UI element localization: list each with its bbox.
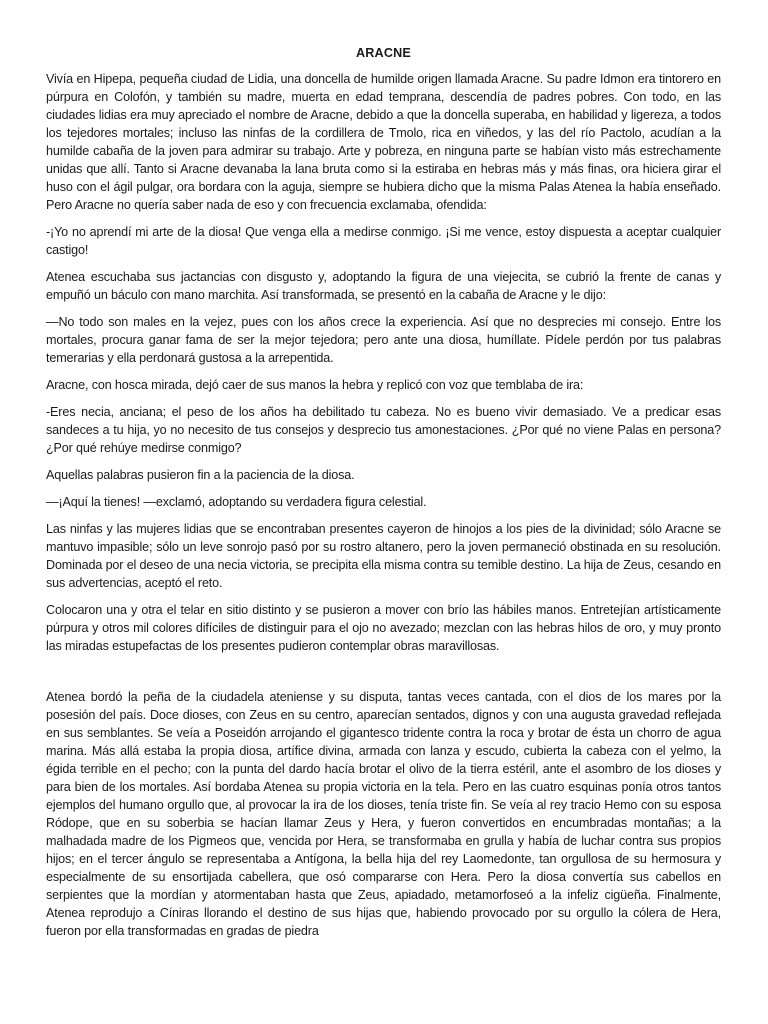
paragraph-10: Colocaron una y otra el telar en sitio distinto y se pusieron a mover con brío las hábiles manos. Entretejían artísticamente púrpura y otros mil colores difíciles de distinguir para el ojo no avezado; mezclan con las hebras hilos de oro, y muy pronto las miradas estupefactas de los presentes pudieron contemplar obras maravillosas. [46, 603, 721, 653]
paragraph-11: Atenea bordó la peña de la ciudadela ateniense y su disputa, tantas veces cantada, con el dios de los mares por la posesión del país. Doce dioses, con Zeus en su centro, aparecían sentados, dignos y con una augusta gravedad reflejada en sus semblantes. Se veía a Poseidón arrojando el gigantesco tridente contra la roca y brotar de ésta un chorro de agua marina. Más allá estaba la propia diosa, artífice divina, armada con lanza y escudo, cubierta la cabeza con el yelmo, la égida terrible en el pecho; con la punta del dardo hacía brotar el olivo de la tierra estéril, ante el asombro de los dioses y para bien de los mortales. Así bordaba Atenea su propia victoria en la tela. Pero en las cuatro esquinas ponía otros tantos ejemplos del humano orgullo que, al provocar la ira de los dioses, tenía triste fin. Se veía al rey tracio Hemo con su esposa Ródope, que en su soberbia se hacían llamar Zeus y Hera, y fueron convertidos en encumbradas montañas; a la malhadada madre de los Pigmeos que, vencida por Hera, se transformaba en grulla y había de luchar contra sus propios hijos; en el tercer ángulo se representaba a Antígona, la bella hija del rey Laomedonte, tan orgullosa de su hermosura y especialmente de su ensortijada cabellera, que osó compararse con Hera. Pero la diosa convertía sus cabellos en serpientes que la mordían y atormentaban hasta que Zeus, apiadado, metamorfoseó a la infeliz cigüeña. Finalmente, Atenea reprodujo a Cíniras llorando el destino de sus hijas que, habiendo provocado por su orgullo la cólera de Hera, fueron por ella transformadas en gradas de piedra [46, 690, 721, 938]
paragraph-5: Aracne, con hosca mirada, dejó caer de sus manos la hebra y replicó con voz que temblaba de ira: [46, 378, 584, 392]
paragraph-7: Aquellas palabras pusieron fin a la paciencia de la diosa. [46, 468, 355, 482]
paragraph-2: -¡Yo no aprendí mi arte de la diosa! Que venga ella a medirse conmigo. ¡Si me vence, estoy dispuesta a aceptar cualquier castigo! [46, 225, 721, 257]
document-title: ARACNE [355, 46, 412, 60]
paragraph-1: Vivía en Hipepa, pequeña ciudad de Lidia, una doncella de humilde origen llamada Aracne. Su padre Idmon era tintorero en púrpura en Colofón, y también su madre, muerta en edad temprana, descendía de padres pobres. Con todo, en las ciudades lidias era muy apreciado el nombre de Aracne, debido a que la doncella superaba, en habilidad y ligereza, a todos los tejedores mortales; incluso las ninfas de la cordillera de Tmolo, rica en viñedos, y las del río Pactolo, acudían a la humilde cabaña de la joven para admirar su trabajo. Arte y pobreza, en ninguna parte se habían visto más estrechamente unidas que allí. Tanto si Aracne devanaba la lana bruta como si la estiraba en hebras más y más finas, ora hiciera girar el huso con el ágil pulgar, ora bordara con la aguja, siempre se hubiera dicho que la misma Palas Atenea la había enseñado. Pero Aracne no quería saber nada de eso y con frecuencia exclamaba, ofendida: [46, 72, 721, 212]
document-page [46, 44, 721, 949]
section-gap [46, 664, 721, 688]
paragraph-6: -Eres necia, anciana; el peso de los años ha debilitado tu cabeza. No es bueno vivir demasiado. Ve a predicar esas sandeces a tu hija, yo no necesito de tus consejos y desprecio tus amonestaciones. ¿Por qué no viene Palas en persona? ¿Por qué rehúye medirse conmigo? [46, 405, 721, 455]
paragraph-3: Atenea escuchaba sus jactancias con disgusto y, adoptando la figura de una viejecita, se cubrió la frente de canas y empuñó un báculo con mano marchita. Así transformada, se presentó en la cabaña de Aracne y le dijo: [46, 270, 721, 302]
paragraph-4: —No todo son males en la vejez, pues con los años crece la experiencia. Así que no desprecies mi consejo. Entre los mortales, procura ganar fama de ser la mejor tejedora; pero ante una diosa, humíllate. Pídele perdón por tus palabras temerarias y ella perdonará gustosa a la arrepentida. [46, 315, 721, 365]
paragraph-8: —¡Aquí la tienes! —exclamó, adoptando su verdadera figura celestial. [46, 495, 427, 509]
paragraph-9: Las ninfas y las mujeres lidias que se encontraban presentes cayeron de hinojos a los pies de la divinidad; sólo Aracne se mantuvo impasible; sólo un leve sonrojo pasó por su rostro altanero, pero la joven permaneció obstinada en su resolución. Dominada por el deseo de una necia victoria, se precipita ella misma contra su temible destino. La hija de Zeus, cesando en sus advertencias, aceptó el reto. [46, 522, 721, 590]
